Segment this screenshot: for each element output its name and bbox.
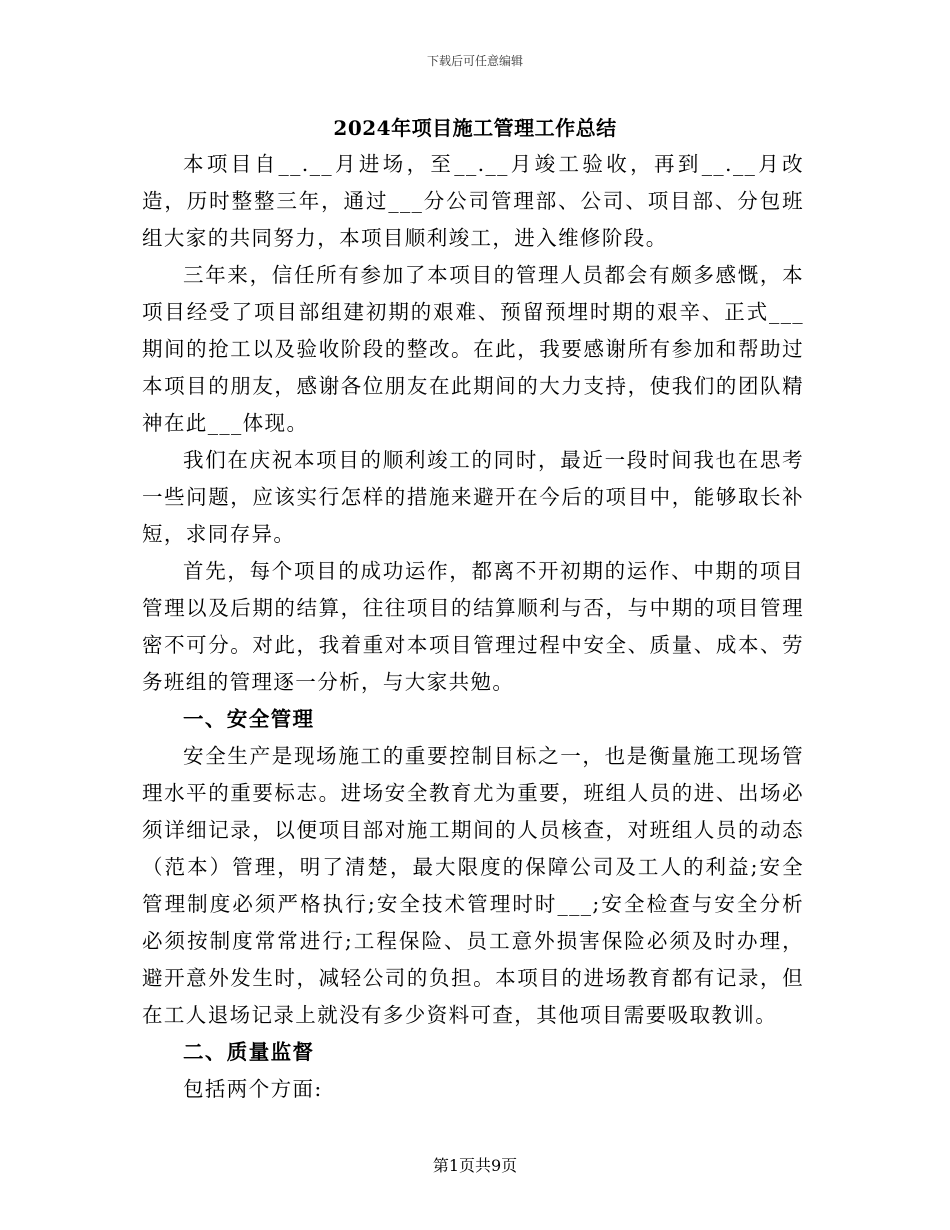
section-heading-safety: 一、安全管理	[183, 707, 315, 731]
header-note: 下载后可任意编辑	[426, 54, 523, 68]
paragraph-quality: 包括两个方面:	[183, 1077, 323, 1101]
paragraph-overview: 首先，每个项目的成功运作，都离不开初期的运作、中期的项目管理以及后期的结算，往往项目的结算顺利与否，与中期的项目管理密不可分。对此，我着重对本项目管理过程中安全、质量、成本、劳务班组的管理逐一分析，与大家共勉。	[142, 559, 804, 694]
paragraph-safety: 安全生产是现场施工的重要控制目标之一，也是衡量施工现场管理水平的重要标志。进场安全教育尤为重要，班组人员的进、出场必须详细记录，以便项目部对施工期间的人员核查，对班组人员的动态（范本）管理，明了清楚，最大限度的保障公司及工人的利益;安全管理制度必须严格执行;安全技术管理时时___;安全检查与安全分析必须按制度常常进行;工程保险、员工意外损害保险必须及时办理，避开意外发生时，减轻公司的负担。本项目的进场教育都有记录，但在工人退场记录上就没有多少资料可查，其他项目需要吸取教训。	[142, 744, 804, 1027]
page-title: 2024年项目施工管理工作总结	[333, 116, 617, 140]
document-body	[142, 146, 804, 1108]
paragraph-intro: 本项目自__.__月进场，至__.__月竣工验收，再到__.__月改造，历时整整三年，通过___分公司管理部、公司、项目部、分包班组大家的共同努力，本项目顺利竣工，进入维修阶段。	[142, 152, 804, 250]
paragraph-thinking: 我们在庆祝本项目的顺利竣工的同时，最近一段时间我也在思考一些问题，应该实行怎样的措施来避开在今后的项目中，能够取长补短，求同存异。	[142, 448, 804, 546]
section-heading-quality: 二、质量监督	[183, 1040, 315, 1064]
paragraph-reflection: 三年来，信任所有参加了本项目的管理人员都会有颇多感慨，本项目经受了项目部组建初期的艰难、预留预埋时期的艰辛、正式___期间的抢工以及验收阶段的整改。在此，我要感谢所有参加和帮助过本项目的朋友，感谢各位朋友在此期间的大力支持，使我们的团队精神在此___体现。	[142, 263, 804, 435]
page-number: 第1页共9页	[432, 1156, 518, 1175]
